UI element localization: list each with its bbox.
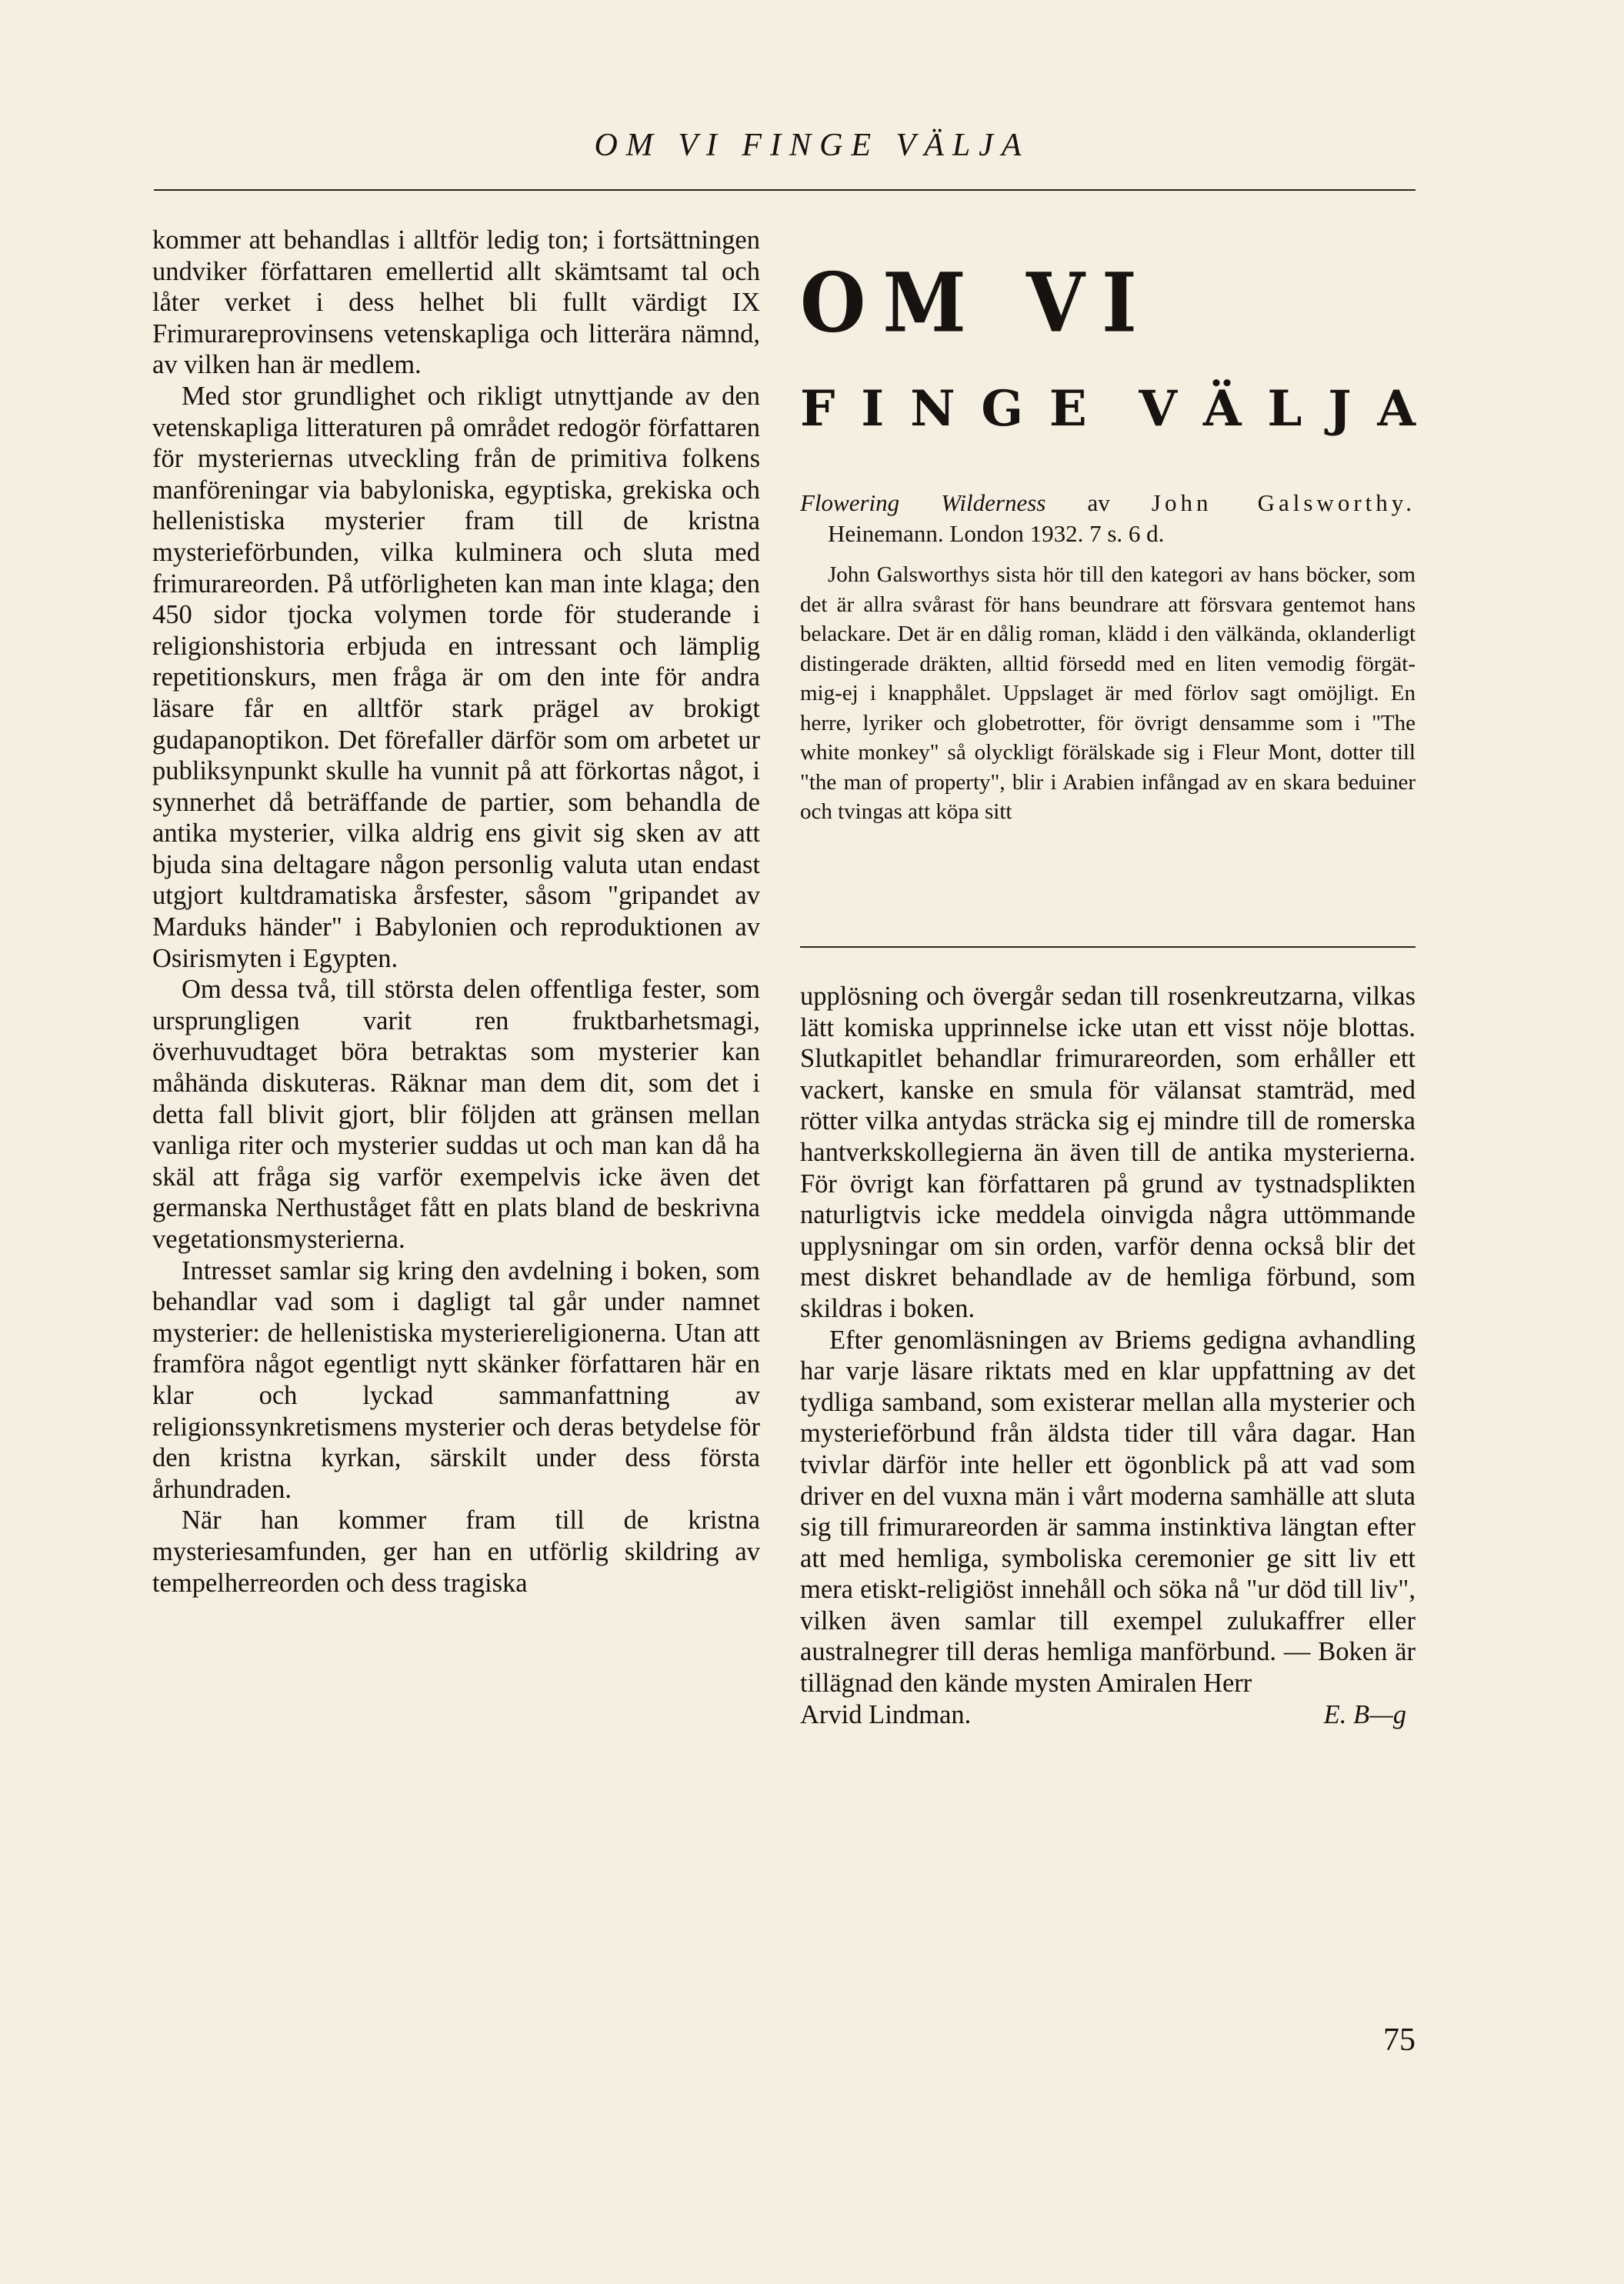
review-body: John Galsworthys sista hör till den kategori av hans böcker, som det är allra svårast för hans beundrare att försvara gentemot hans belackare. Det är en dålig roman, klädd i den välkända, oklanderligt distingerade dräkten, alltid försedd med en liten vemodig förgät-mig-ej i knapphålet. Uppslaget är med förlov sagt omöjligt. En herre, lyriker och globetrotter, för övrigt densamme som i "The white monkey" så olyckligt förälskade sig i Fleur Mont, dotter till "the man of property", blir i Arabien infångad av en skara beduiner och tvingas att köpa sitt xyxy=(800,562,1416,824)
title-letter: L xyxy=(1267,380,1302,438)
left-paragraph-1: kommer att behandlas i alltför ledig ton; i fortsättningen undviker författaren emellertid allt skämtsamt tal och låter verket i dess helhet bli fullt värdigt IX Frimurareprovinsens vetenskapliga och litterära nämnd, av vilken han är medlem. xyxy=(152,225,760,380)
title-letter: G xyxy=(981,380,1024,438)
by-word: av xyxy=(1087,489,1110,516)
right-column xyxy=(800,981,1416,1730)
column-divider-rule xyxy=(800,946,1416,948)
running-header: OM VI FINGE VÄLJA xyxy=(594,128,1030,163)
left-paragraph-3: Om dessa två, till största delen offentliga fester, som ursprungligen varit ren fruktbarhetsmagi, överhuvudtaget böra betraktas som mysterier kan måhända diskuteras. Räknar man dem dit, som det i detta fall blivit gjort, blir följden att gränsen mellan vanliga riter och mysterier suddas ut och man kan då ha skäl att fråga sig varför exempelvis icke även det germanska Nerthuståget fått en plats bland de beskrivna vegetationsmysterierna. xyxy=(152,975,760,1254)
review-meta-line-1 xyxy=(800,488,1416,518)
title-letter: F xyxy=(800,380,835,438)
title-letter: V xyxy=(1139,380,1178,438)
left-paragraph-2: Med stor grundlighet och rikligt utnyttjande av den vetenskapliga litteraturen på området redogör författaren för mysteriernas utveckling från de primitiva folkens manföreningar via babyloniska, egyptiska, grekiska och hellenistiska mysterier fram till de kristna mysterieförbunden, vilka kulminera och sluta med frimurareorden. På utförligheten kan man inte klaga; den 450 sidor tjocka volymen torde för studerande i religionshistoria erbjuda en intressant och lämplig repetitionskurs, men fråga är om den inte för andra läsare får en alltför stark prägel av brokigt gudapanoptikon. Det förefaller därför som om arbetet ur publiksynpunkt skulle ha vunnit på att förkortas något, i synnerhet då beträffande de partier, som behandla de antika mysterier, vilka aldrig ens givit sig sken av att bjuda sina deltagare någon personlig valuta utan endast utgjort kultdramatiska årsfester, såsom "gripandet av Marduks händer" i Babylonien och reproduktionen av Osirismyten i Egypten. xyxy=(152,381,760,973)
signature: E. B—g xyxy=(1323,1699,1406,1729)
publisher-info: Heinemann. London 1932. 7 s. 6 d. xyxy=(828,520,1165,547)
title-letter: E xyxy=(1049,380,1087,438)
signoff-name: Arvid Lindman. xyxy=(800,1699,972,1729)
review-meta xyxy=(800,488,1416,549)
page-number: 75 xyxy=(1383,2022,1416,2058)
signoff-line xyxy=(800,1699,1416,1731)
left-column xyxy=(152,225,760,1599)
section-title-line-2 xyxy=(800,380,1416,438)
review-section xyxy=(800,255,1416,827)
title-letter: Ä xyxy=(1202,380,1242,438)
title-letter: N xyxy=(910,380,955,438)
section-title-line-1: OM VI xyxy=(800,255,1154,352)
title-letter: A xyxy=(1377,380,1416,438)
title-letter: I xyxy=(861,380,885,438)
header-rule xyxy=(154,189,1416,191)
left-paragraph-4: Intresset samlar sig kring den avdelning i boken, som behandlar vad som i dagligt tal går under namnet mysterier: de hellenistiska mysteriereligionerna. Utan att framföra något egentligt nytt skänker författaren här en klar och lyckad sammanfattning av religionssynkretismens mysterier och deras betydelse för den kristna kyrkan, särskilt under dess första århundraden. xyxy=(152,1255,760,1504)
right-paragraph-2: Efter genomläsningen av Briems gedigna avhandling har varje läsare riktats med en klar uppfattning av det tydliga samband, som existerar mellan alla mysterier och mysterieförbund från äldsta tider till våra dagar. Han tvivlar därför inte heller ett ögonblick på att vad som driver en del vuxna män i vårt moderna samhälle att sluta sig till frimurareorden är samma instinktiva längtan efter att med hemliga, symboliska ceremonier ge sitt liv ett mera etiskt-religiöst innehåll och söka nå "ur död till liv", vilken även samlar till exempel zulukaffrer eller australnegrer till deras hemliga manförbund. — Boken är tillägnad den kände mysten Amiralen Herr xyxy=(800,1325,1416,1699)
title-letter: J xyxy=(1328,380,1352,438)
book-author: John Galsworthy. xyxy=(1151,489,1416,516)
left-paragraph-5: När han kommer fram till de kristna mysteriesamfunden, ger han en utförlig skildring av tempelherreorden och dess tragiska xyxy=(152,1505,760,1598)
book-title: Flowering Wilderness xyxy=(800,489,1046,516)
right-paragraph-1: upplösning och övergår sedan till rosenkreutzarna, vilkas lätt komiska upprinnelse icke utan ett visst nöje blottas. Slutkapitlet behandlar frimurareorden, som erhåller ett vackert, kanske en smula för välansat stamträd, med rötter vilka antydas sträcka sig ej mindre till de romerska hantverkskollegierna än även till de antika mysterierna. För övrigt kan författaren på grund av tystnadsplikten naturligtvis icke meddela oinvigda några uttömmande upplysningar om sin orden, varför denna också blir det mest diskret behandlade av de hemliga förbund, som skildras i boken. xyxy=(800,982,1416,1323)
